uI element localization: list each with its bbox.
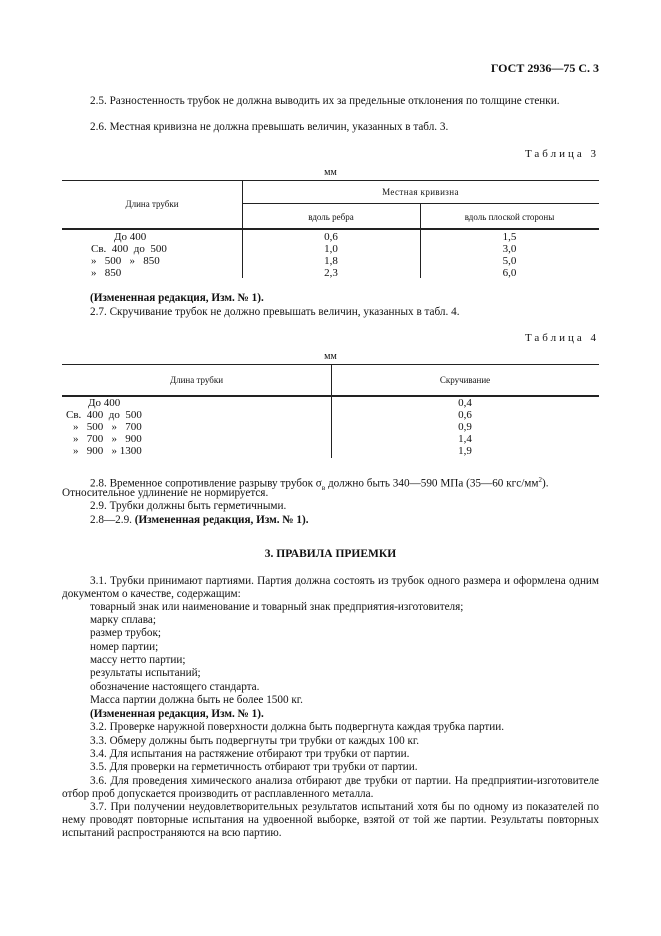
paragraph-3-5: 3.5. Для проверки на герметичность отбирают три трубки от партии. [90,761,418,773]
table3-row3-length: » 500 » 850 [91,255,160,267]
table3-row2-length: Св. 400 до 500 [91,243,167,255]
table3-row1-length: До 400 [114,231,147,243]
list-item: результаты испытаний; [90,667,201,679]
paragraph-3-2: 3.2. Проверке наружной поверхности должна быть подвергнута каждая трубка партии. [90,721,505,733]
table3-header-length: Длина трубки [125,199,179,209]
list-item: обозначение настоящего стандарта. [90,681,260,693]
paragraph-2-9: 2.9. Трубки должны быть герметичными. [90,500,287,512]
section-3-title: 3. ПРАВИЛА ПРИЕМКИ [264,548,397,560]
list-item: массу нетто партии; [90,654,186,666]
table4-row4-length: » 700 » 900 [73,433,142,445]
table3-row1-flat: 1,5 [502,231,517,243]
paragraph-2-8-line2: Относительное удлинение не нормируется. [62,487,269,499]
mass-limit: Масса партии должна быть не более 1500 кг. [90,694,303,706]
table4-row2-length: Св. 400 до 500 [66,409,142,421]
table4-row1-twist: 0,4 [458,397,472,409]
paragraph-3-7: 3.7. При получении неудовлетворительных результатов испытаний хотя бы по одному из показателей по нему проводят повторные испытания на удвоенной выборке, взятой от той же партии. Результаты повторных испытаний распространяются на всю партию. [62,801,599,839]
table3-row3-edge: 1,8 [324,255,338,267]
table3-row4-flat: 6,0 [502,267,517,279]
table3-header-flat: вдоль плоской стороны [464,212,555,222]
paragraph-2-7: 2.7. Скручивание трубок не должно превышать величин, указанных в табл. 4. [90,306,460,318]
table3-row3-flat: 5,0 [502,255,517,267]
table4-unit: мм [324,351,337,362]
table4-row2-twist: 0,6 [458,409,472,421]
table4-row3-twist: 0,9 [458,421,472,433]
table3-row2-edge: 1,0 [324,243,338,255]
table4-header-twist: Скручивание [439,375,491,385]
paragraph-2-6: 2.6. Местная кривизна не должна превышать величин, указанных в табл. 3. [90,121,449,133]
table3-unit: мм [324,167,337,178]
table3-header-edge: вдоль ребра [308,212,354,222]
table3-header-curvature: Местная кривизна [382,187,459,197]
table4-row3-length: » 500 » 700 [73,421,142,433]
paragraph-3-3: 3.3. Обмеру должны быть подвергнуты три трубки от каждых 100 кг. [90,735,420,747]
paragraph-3-6: 3.6. Для проведения химического анализа отбирают две трубки от партии. На предприятии-изготовителе отбор проб допускается производить от расплавленного металла. [62,775,599,800]
edit-note-1: (Измененная редакция, Изм. № 1). [90,292,264,304]
table3-row4-length: » 850 [91,267,122,279]
table3-caption: Таблица 3 [524,148,599,160]
table4-caption: Таблица 4 [524,332,599,344]
list-item: товарный знак или наименование и товарный знак предприятия-изготовителя; [90,601,464,613]
list-item: марку сплава; [90,614,156,626]
edit-note-3: (Измененная редакция, Изм. № 1). [90,708,264,720]
table4-header-length: Длина трубки [169,375,224,385]
table3-row4-edge: 2,3 [324,267,338,279]
paragraph-2-8: 2.8. Временное сопротивление разрыву трубок $\sigma_в$ должно быть 340—590 МПа (35—60 кгс/$мм^2$). [90,476,549,492]
list-item: размер трубок; [90,627,162,639]
list-item: номер партии; [90,641,159,653]
paragraph-3-1: 3.1. Трубки принимают партиями. Партия должна состоять из трубок одного размера и оформлена одним документом о качестве, содержащим: [62,575,599,600]
table3-row2-flat: 3,0 [502,243,517,255]
paragraph-3-4: 3.4. Для испытания на растяжение отбирают три трубки от партии. [90,748,410,760]
table3-row1-edge: 0,6 [324,231,338,243]
table3-top-rule [62,180,599,181]
page-header: ГОСТ 2936—75 С. 3 [490,61,599,75]
paragraph-2-5: 2.5. Разностенность трубок не должна выводить их за предельные отклонения по толщине стенки. [90,95,560,107]
edit-note-2-8-2-9: 2.8—2.9. (Измененная редакция, Изм. № 1). [90,514,309,526]
table4-row4-twist: 1,4 [458,433,472,445]
table4-row5-length: » 900 » 1300 [73,445,142,457]
table4-row5-twist: 1,9 [458,445,472,457]
table4-row1-length: До 400 [88,397,121,409]
table3-header-rule [62,228,599,230]
